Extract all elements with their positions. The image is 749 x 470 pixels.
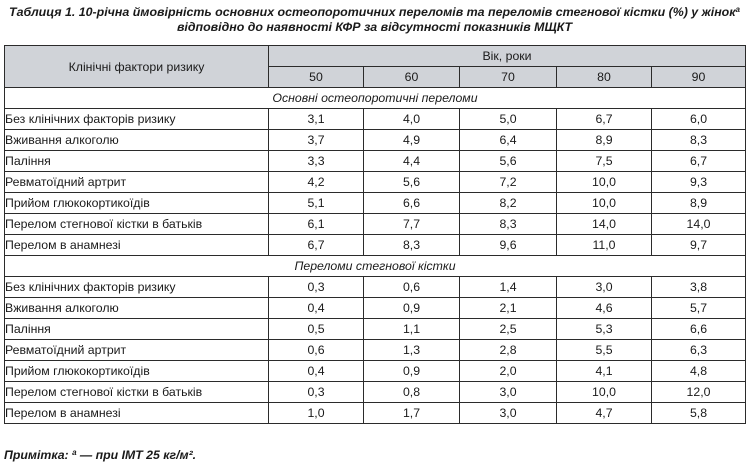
row-value-age-90: 12,0	[652, 382, 746, 403]
row-value-age-70: 9,6	[460, 235, 557, 256]
row-value-age-50: 6,1	[269, 214, 364, 235]
row-value-age-90: 9,3	[652, 172, 746, 193]
row-value-age-50: 1,0	[269, 403, 364, 424]
note-footnote-mark: а	[72, 448, 77, 457]
row-value-age-80: 11,0	[557, 235, 652, 256]
note-text: — при ІМТ 25 кг/м².	[76, 448, 197, 462]
table-row	[5, 382, 746, 403]
row-value-age-80: 10,0	[557, 193, 652, 214]
row-value-age-60: 1,1	[364, 319, 460, 340]
row-value-age-50: 6,7	[269, 235, 364, 256]
table-body	[5, 88, 746, 424]
row-label: Без клінічних факторів ризику	[5, 277, 269, 298]
row-value-age-80: 5,5	[557, 340, 652, 361]
header-age: Вік, роки	[269, 46, 746, 67]
caption-line-1	[0, 2, 749, 20]
row-value-age-70: 5,0	[460, 109, 557, 130]
row-value-age-70: 2,8	[460, 340, 557, 361]
row-label: Прийом глюкокортикоїдів	[5, 361, 269, 382]
table-row	[5, 298, 746, 319]
row-value-age-80: 10,0	[557, 172, 652, 193]
row-value-age-60: 4,0	[364, 109, 460, 130]
table-row	[5, 319, 746, 340]
risk-table	[4, 45, 746, 424]
row-value-age-60: 8,3	[364, 235, 460, 256]
row-value-age-60: 1,7	[364, 403, 460, 424]
row-label: Без клінічних факторів ризику	[5, 109, 269, 130]
row-value-age-60: 0,9	[364, 361, 460, 382]
row-value-age-70: 2,1	[460, 298, 557, 319]
row-value-age-50: 0,3	[269, 382, 364, 403]
table-row	[5, 193, 746, 214]
row-value-age-80: 4,6	[557, 298, 652, 319]
row-value-age-60: 0,9	[364, 298, 460, 319]
row-label: Перелом стегнової кістки в батьків	[5, 214, 269, 235]
row-value-age-50: 0,3	[269, 277, 364, 298]
table-row	[5, 403, 746, 424]
row-value-age-50: 0,5	[269, 319, 364, 340]
row-value-age-70: 8,3	[460, 214, 557, 235]
caption-text-1: Таблиця 1. 10-річна ймовірність основних остеопоротичних переломів та переломів стегнової кістки (%) у жінок	[9, 5, 736, 19]
row-value-age-60: 6,6	[364, 193, 460, 214]
section-row	[5, 88, 746, 109]
row-value-age-50: 5,1	[269, 193, 364, 214]
row-value-age-90: 6,7	[652, 151, 746, 172]
table-row	[5, 130, 746, 151]
row-label: Ревматоїдний артрит	[5, 340, 269, 361]
section-title: Основні остеопоротичні переломи	[5, 88, 746, 109]
row-label: Перелом в анамнезі	[5, 235, 269, 256]
header-age-90: 90	[652, 67, 746, 88]
table-row	[5, 277, 746, 298]
row-value-age-50: 3,1	[269, 109, 364, 130]
row-value-age-70: 7,2	[460, 172, 557, 193]
row-value-age-50: 0,6	[269, 340, 364, 361]
table-row	[5, 361, 746, 382]
row-value-age-90: 9,7	[652, 235, 746, 256]
table-row	[5, 214, 746, 235]
row-value-age-60: 4,9	[364, 130, 460, 151]
row-value-age-90: 5,7	[652, 298, 746, 319]
row-value-age-60: 0,8	[364, 382, 460, 403]
row-value-age-70: 2,5	[460, 319, 557, 340]
row-value-age-70: 1,4	[460, 277, 557, 298]
table-row	[5, 235, 746, 256]
row-label: Прийом глюкокортикоїдів	[5, 193, 269, 214]
header-age-60: 60	[364, 67, 460, 88]
row-value-age-60: 0,6	[364, 277, 460, 298]
row-value-age-50: 3,7	[269, 130, 364, 151]
row-label: Ревматоїдний артрит	[5, 172, 269, 193]
header-age-70: 70	[460, 67, 557, 88]
row-value-age-70: 6,4	[460, 130, 557, 151]
table-caption	[0, 2, 749, 35]
row-label: Перелом стегнової кістки в батьків	[5, 382, 269, 403]
row-value-age-50: 0,4	[269, 298, 364, 319]
row-value-age-70: 2,0	[460, 361, 557, 382]
section-row	[5, 256, 746, 277]
caption-footnote-mark: а	[735, 5, 740, 14]
row-value-age-50: 4,2	[269, 172, 364, 193]
row-value-age-50: 3,3	[269, 151, 364, 172]
row-value-age-90: 6,3	[652, 340, 746, 361]
row-value-age-90: 6,0	[652, 109, 746, 130]
row-value-age-80: 6,7	[557, 109, 652, 130]
table-row	[5, 340, 746, 361]
table-row	[5, 172, 746, 193]
section-title: Переломи стегнової кістки	[5, 256, 746, 277]
table-note	[4, 448, 196, 462]
row-value-age-60: 7,7	[364, 214, 460, 235]
row-value-age-50: 0,4	[269, 361, 364, 382]
row-value-age-80: 3,0	[557, 277, 652, 298]
caption-line-2: відповідно до наявності КФР за відсутності показників МЩКТ	[176, 20, 573, 34]
table-row	[5, 109, 746, 130]
row-value-age-90: 6,6	[652, 319, 746, 340]
header-factor: Клінічні фактори ризику	[5, 46, 269, 88]
row-value-age-60: 5,6	[364, 172, 460, 193]
row-value-age-80: 8,9	[557, 130, 652, 151]
note-prefix: Примітка:	[4, 448, 73, 462]
row-value-age-80: 10,0	[557, 382, 652, 403]
row-value-age-90: 3,8	[652, 277, 746, 298]
row-value-age-90: 14,0	[652, 214, 746, 235]
row-label: Вживання алкоголю	[5, 298, 269, 319]
row-label: Паління	[5, 319, 269, 340]
row-value-age-90: 8,3	[652, 130, 746, 151]
row-value-age-70: 8,2	[460, 193, 557, 214]
row-value-age-90: 8,9	[652, 193, 746, 214]
row-value-age-80: 4,7	[557, 403, 652, 424]
row-value-age-70: 5,6	[460, 151, 557, 172]
header-age-80: 80	[557, 67, 652, 88]
header-age-50: 50	[269, 67, 364, 88]
row-value-age-80: 7,5	[557, 151, 652, 172]
row-value-age-70: 3,0	[460, 403, 557, 424]
row-value-age-80: 5,3	[557, 319, 652, 340]
table-row	[5, 151, 746, 172]
row-value-age-70: 3,0	[460, 382, 557, 403]
row-label: Перелом в анамнезі	[5, 403, 269, 424]
row-value-age-60: 1,3	[364, 340, 460, 361]
row-value-age-80: 14,0	[557, 214, 652, 235]
row-label: Вживання алкоголю	[5, 130, 269, 151]
row-label: Паління	[5, 151, 269, 172]
row-value-age-90: 4,8	[652, 361, 746, 382]
row-value-age-90: 5,8	[652, 403, 746, 424]
row-value-age-60: 4,4	[364, 151, 460, 172]
row-value-age-80: 4,1	[557, 361, 652, 382]
